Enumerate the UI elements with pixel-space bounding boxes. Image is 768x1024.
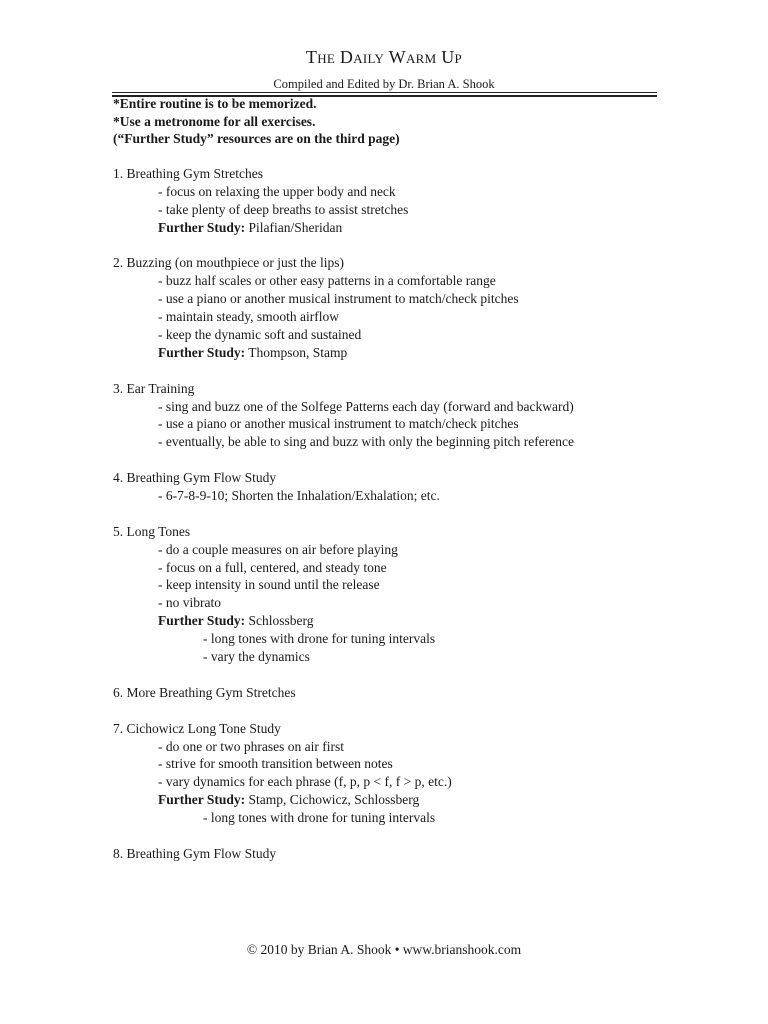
list-item: - use a piano or another musical instrument to match/check pitches bbox=[158, 291, 519, 307]
spacer bbox=[113, 451, 673, 469]
spacer bbox=[113, 827, 673, 845]
further-study-label: Further Study: bbox=[158, 219, 246, 235]
section-heading: 4. Breathing Gym Flow Study bbox=[113, 470, 277, 486]
section-heading: 6. More Breathing Gym Stretches bbox=[113, 684, 296, 700]
routine-list bbox=[113, 165, 673, 863]
spacer bbox=[113, 362, 673, 380]
list-item: - take plenty of deep breaths to assist stretches bbox=[158, 201, 409, 217]
section-heading: 1. Breathing Gym Stretches bbox=[113, 166, 263, 181]
section-heading: 7. Cichowicz Long Tone Study bbox=[113, 720, 281, 736]
further-study-label: Further Study: bbox=[158, 792, 246, 808]
spacer bbox=[113, 237, 673, 255]
further-study-sources: Thompson, Stamp bbox=[245, 344, 348, 360]
list-item: - maintain steady, smooth airflow bbox=[158, 309, 339, 325]
further-study-sources: Schlossberg bbox=[245, 613, 314, 629]
further-study-label: Further Study: bbox=[158, 613, 246, 629]
note-metronome: *Use a metronome for all exercises. bbox=[113, 113, 316, 129]
sub-list-item: - long tones with drone for tuning intervals bbox=[203, 631, 436, 647]
list-item: - vary dynamics for each phrase (f, p, p < f, f > p, etc.) bbox=[158, 774, 452, 790]
further-study-line bbox=[113, 344, 673, 362]
list-item: - keep the dynamic soft and sustained bbox=[158, 327, 362, 343]
section-heading: 5. Long Tones bbox=[113, 523, 191, 539]
list-item: - keep intensity in sound until the release bbox=[158, 577, 380, 593]
list-item: - buzz half scales or other easy patterns in a comfortable range bbox=[158, 273, 496, 289]
list-item: - 6-7-8-9-10; Shorten the Inhalation/Exhalation; etc. bbox=[158, 488, 440, 504]
document-subtitle: Compiled and Edited by Dr. Brian A. Shook bbox=[273, 77, 495, 91]
list-item: - sing and buzz one of the Solfege Patterns each day (forward and backward) bbox=[158, 398, 574, 414]
section-heading: 3. Ear Training bbox=[113, 380, 195, 396]
further-study-label: Further Study: bbox=[158, 344, 246, 360]
section-heading: 2. Buzzing (on mouthpiece or just the lips) bbox=[113, 255, 344, 271]
further-study-line bbox=[113, 219, 673, 237]
list-item: - no vibrato bbox=[158, 595, 221, 611]
further-study-line bbox=[113, 791, 673, 809]
page-footer: © 2010 by Brian A. Shook • www.brianshook.com bbox=[246, 942, 522, 957]
document-title: The Daily Warm Up bbox=[305, 47, 463, 67]
list-item: - focus on a full, centered, and steady tone bbox=[158, 559, 387, 575]
spacer bbox=[113, 666, 673, 684]
sub-list-item: - long tones with drone for tuning intervals bbox=[203, 810, 436, 826]
section-heading: 8. Breathing Gym Flow Study bbox=[113, 845, 277, 861]
note-memorize: *Entire routine is to be memorized. bbox=[113, 96, 317, 111]
list-item: - use a piano or another musical instrument to match/check pitches bbox=[158, 416, 519, 432]
further-study-sources: Stamp, Cichowicz, Schlossberg bbox=[245, 792, 420, 808]
list-item: - do one or two phrases on air first bbox=[158, 738, 344, 754]
spacer bbox=[113, 505, 673, 523]
further-study-line bbox=[113, 612, 673, 630]
list-item: - focus on relaxing the upper body and neck bbox=[158, 183, 396, 199]
sub-list-item: - vary the dynamics bbox=[203, 649, 310, 665]
list-item: - do a couple measures on air before playing bbox=[158, 541, 398, 557]
note-further-study: (“Further Study” resources are on the third page) bbox=[113, 131, 400, 146]
list-item: - eventually, be able to sing and buzz with only the beginning pitch reference bbox=[158, 434, 574, 450]
further-study-sources: Pilafian/Sheridan bbox=[245, 219, 343, 235]
header-rule-thin bbox=[112, 92, 657, 93]
spacer bbox=[113, 702, 673, 720]
notes-block bbox=[113, 95, 673, 148]
list-item: - strive for smooth transition between notes bbox=[158, 756, 393, 772]
